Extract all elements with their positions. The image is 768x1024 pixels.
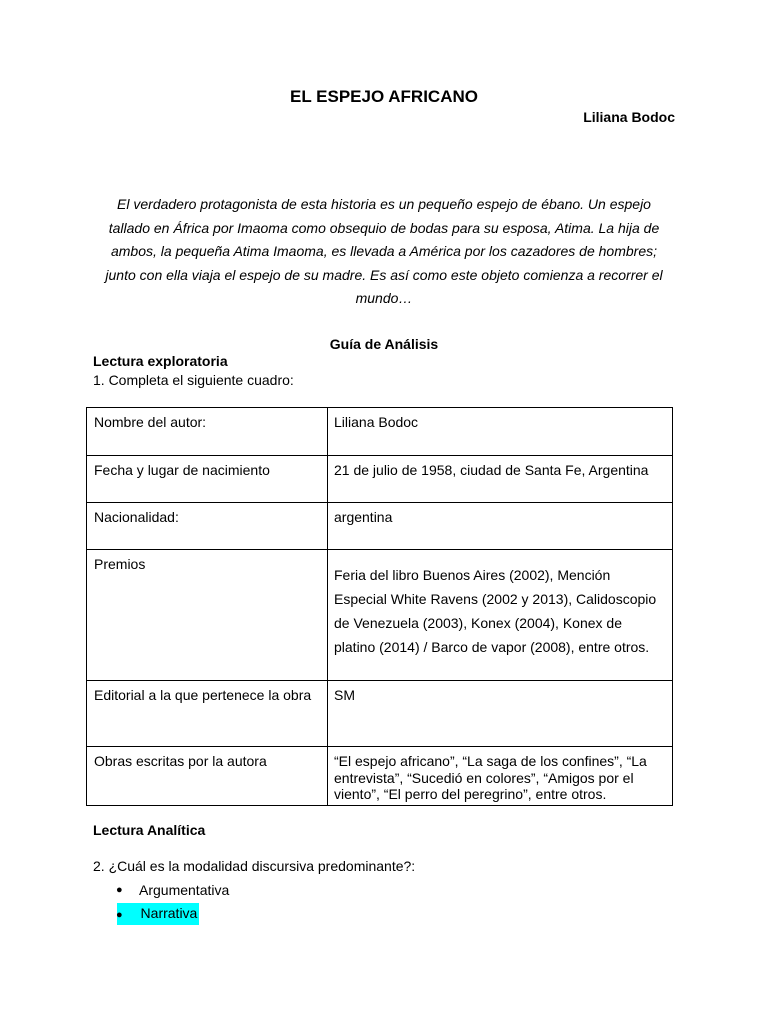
author-info-table <box>86 407 673 806</box>
table-row <box>87 747 673 806</box>
table-cell-label: Nacionalidad: <box>87 503 328 550</box>
guide-title: Guía de Análisis <box>329 336 439 352</box>
awards-text: Feria del libro Buenos Aires (2002), Mención Especial White Ravens (2002 y 2013), Calidoscopio de Venezuela (2003), Konex (2004), Konex de platino (2014) / Barco de vapor (2008), entre otros. <box>334 567 657 655</box>
table-row <box>87 503 673 550</box>
table-row <box>87 550 673 681</box>
table-row <box>87 681 673 747</box>
table-cell-value: argentina <box>328 503 673 550</box>
table-cell-value <box>328 550 673 681</box>
bullet-icon: ● <box>116 884 123 896</box>
table-cell-value: SM <box>328 681 673 747</box>
document-title: EL ESPEJO AFRICANO <box>290 87 478 106</box>
table-cell-label: Editorial a la que pertenece la obra <box>87 681 328 747</box>
author-name: Liliana Bodoc <box>583 109 675 125</box>
option-label: Argumentativa <box>139 882 230 898</box>
list-item <box>93 903 229 926</box>
table-row <box>87 408 673 456</box>
instruction-text: 1. Completa el siguiente cuadro: <box>93 372 294 388</box>
table-row <box>87 456 673 503</box>
table-cell-label: Premios <box>87 550 328 681</box>
table-cell-value <box>328 747 673 806</box>
highlighted-option <box>117 903 199 925</box>
works-text: “El espejo africano”, “La saga de los confines”, “La entrevista”, “Sucedió en colores”, “Amigos por el viento”, “El perro del peregrino”, entre otros. <box>334 753 647 802</box>
list-item <box>93 880 229 903</box>
question-text: 2. ¿Cuál es la modalidad discursiva predominante?: <box>93 858 416 874</box>
table-cell-value: Liliana Bodoc <box>328 408 673 456</box>
options-list <box>93 880 229 926</box>
section-heading-exploratoria: Lectura exploratoria <box>93 353 228 369</box>
option-label: Narrativa <box>140 905 198 921</box>
section-heading-analitica: Lectura Analítica <box>93 822 206 838</box>
table-cell-label: Obras escritas por la autora <box>87 747 328 806</box>
table-cell-label: Fecha y lugar de nacimiento <box>87 456 328 503</box>
table-cell-label: Nombre del autor: <box>87 408 328 456</box>
table-cell-value: 21 de julio de 1958, ciudad de Santa Fe, Argentina <box>328 456 673 503</box>
synopsis-paragraph: El verdadero protagonista de esta historia es un pequeño espejo de ébano. Un espejo tallado en África por Imaoma como obsequio de bodas para su esposa, Atima. La hija de ambos, la pequeña Atima Imaoma, es llevada a América por los cazadores de hombres; junto con ella viaja el espejo de su madre. Es así como este objeto comienza a recorrer el mundo… <box>105 196 663 306</box>
bullet-icon: ● <box>116 909 123 921</box>
